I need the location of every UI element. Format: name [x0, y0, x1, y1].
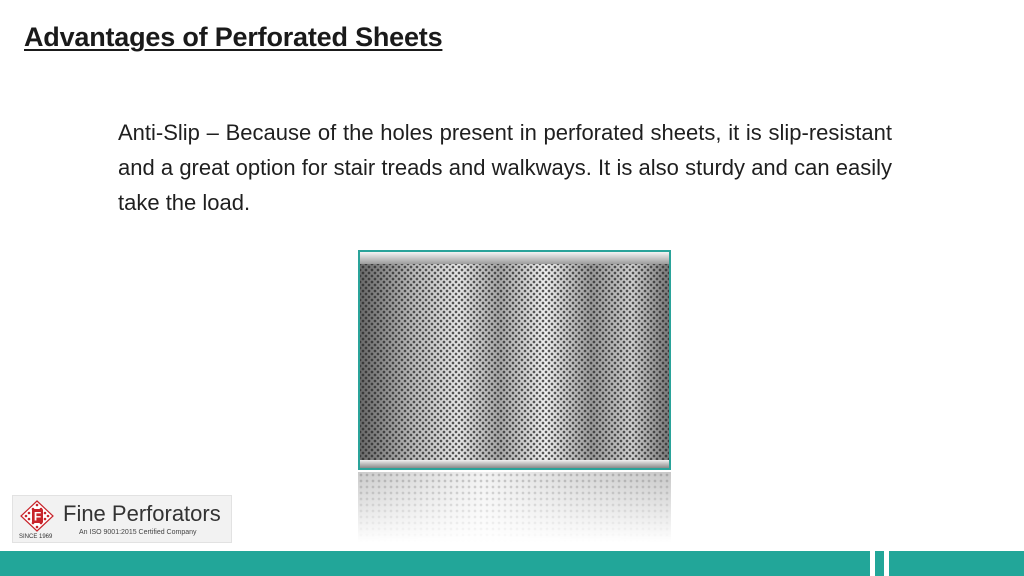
sheet-bottom-edge: [360, 460, 669, 468]
slide-title: Advantages of Perforated Sheets: [24, 22, 443, 52]
logo-since-text: SINCE 1969: [19, 534, 53, 540]
svg-text:F: F: [33, 509, 42, 524]
image-reflection: [358, 472, 671, 542]
perforated-sheet-image: [358, 250, 671, 542]
sheet-top-edge: [360, 252, 669, 264]
logo-mark-icon: [19, 499, 55, 533]
logo-company-name: Fine Perforators: [63, 501, 221, 526]
slide-body-text: Anti-Slip – Because of the holes present in perforated sheets, it is slip-resistant and a great option for stair treads and walkways. It is also sturdy and can easily take the load.: [118, 120, 892, 215]
company-logo: [12, 495, 232, 543]
perforated-sheet-photo: [358, 250, 671, 470]
bottom-bar-stripe: [870, 551, 875, 576]
bottom-bar-stripe: [884, 551, 889, 576]
logo-tagline: An ISO 9001:2015 Certified Company: [79, 529, 197, 536]
